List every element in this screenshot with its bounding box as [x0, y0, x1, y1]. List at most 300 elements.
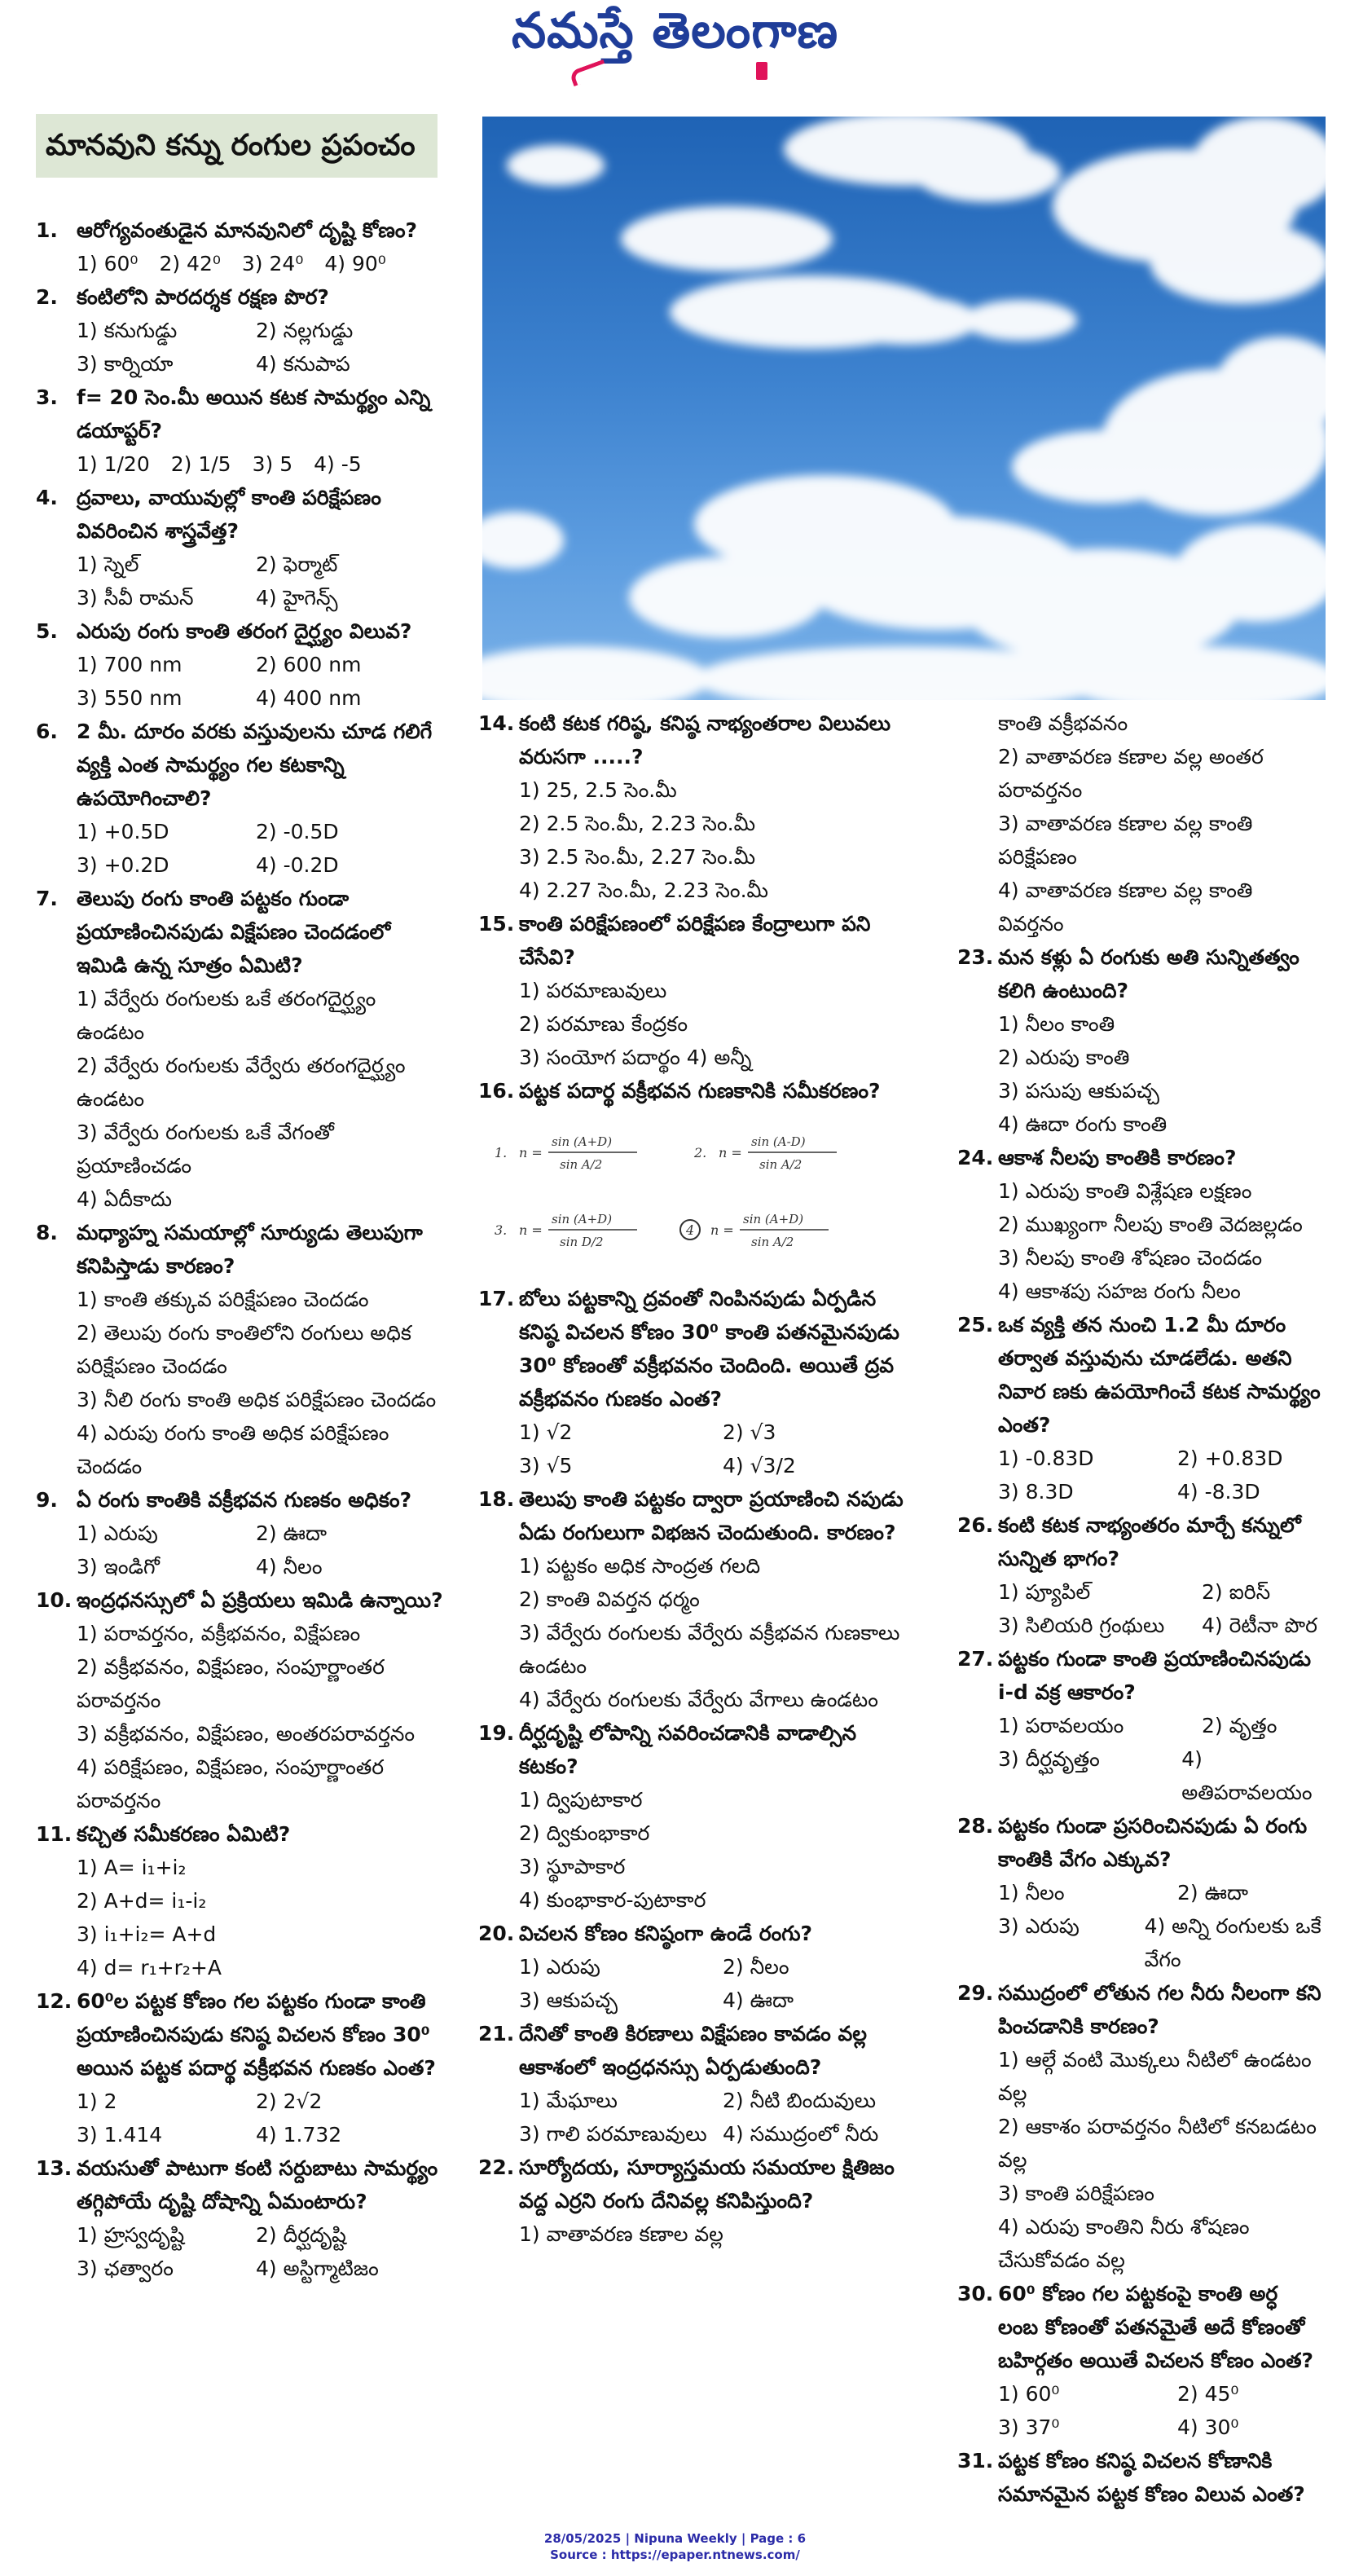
question-text: ఆరోగ్యవంతుడైన మానవునిలో దృష్టి కోణం? — [77, 218, 418, 242]
answer-option: 4) అన్ని రంగులకు ఒకే వేగం — [1144, 1914, 1321, 1971]
question-number: 17. — [478, 1287, 515, 1310]
question-line — [478, 907, 918, 974]
question-item — [478, 1074, 918, 1282]
question-number: 3. — [36, 385, 58, 409]
question-item — [36, 715, 443, 882]
question-text: దీర్ఘదృష్టి లోపాన్ని సవరించడానికి వాడాల్సిన కటకం? — [519, 1721, 857, 1778]
answer-option: 1) మేఘాలు — [519, 2089, 618, 2112]
question-number: 15. — [478, 912, 515, 936]
answer-option: 2) 2√2 — [256, 2089, 323, 2113]
answer-options-row — [478, 2117, 918, 2151]
column-3 — [957, 707, 1324, 2511]
answer-options-row — [36, 581, 443, 614]
question-line — [36, 614, 443, 648]
answer-options-row — [36, 548, 443, 581]
question-text: వయసుతో పాటుగా కంటి సర్దుబాటు సామర్థ్యం తగ్గిపోయే దృష్టి దోషాన్ని ఏమంటారు? — [77, 2156, 438, 2213]
question-item — [478, 707, 918, 907]
question-number: 6. — [36, 720, 58, 743]
question-text: ఎరుపు రంగు కాంతి తరంగ దైర్ఘ్యం విలువ? — [77, 619, 412, 643]
answer-option: 1) నీలం — [998, 1881, 1065, 1904]
answer-option: 2) 45⁰ — [1177, 2382, 1239, 2406]
question-text: ఒక వ్యక్తి తన నుంచి 1.2 మీ దూరం తర్వాత వస్తువును చూడలేడు. అతని నివార ణకు ఉపయోగించే కటక సామర్థ్యం ఎంత? — [998, 1313, 1321, 1437]
answer-option: 1) 700 nm — [77, 653, 182, 676]
answer-option: 2) ఐరిస్ — [1202, 1580, 1271, 1604]
answer-options-row — [36, 1550, 443, 1583]
answer-option: కాంతి వక్రీభవనం — [998, 711, 1128, 735]
question-text: బోలు పట్టకాన్ని ద్రవంతో నింపినపుడు ఏర్పడిన కనిష్ఠ విచలన కోణం 30⁰ కాంతి పతనమైనపుడు 30⁰ కోణంతో వక్రీభవనం చెందింది. అయితే ద్రవ వక్రీభవనం గుణకం ఎంత? — [519, 1287, 899, 1411]
answer-option: 2) ముఖ్యంగా నీలపు కాంతి వెదజల్లడం — [998, 1213, 1303, 1236]
answer-option: 2) ఫెర్మాట్ — [256, 553, 338, 576]
question-line — [957, 1809, 1324, 1876]
question-item — [957, 1642, 1324, 1809]
answer-options-row — [36, 1517, 443, 1550]
answer-options-row — [36, 347, 443, 381]
question-item — [957, 2277, 1324, 2444]
answer-option: 4) -5 — [314, 452, 362, 476]
answer-option: 4) ఎరుపు కాంతిని నీరు శోషణం చేసుకోవడం వల్ల — [998, 2215, 1250, 2272]
question-item — [478, 1482, 918, 1716]
svg-text:sin A/2: sin A/2 — [759, 1157, 803, 1172]
svg-text:sin (A-D): sin (A-D) — [751, 1134, 806, 1149]
answer-option: 4) 400 nm — [256, 686, 362, 710]
answer-option: 3) పసుపు ఆకుపచ్చ — [998, 1079, 1159, 1103]
answer-option: 4) వేర్వేరు రంగులకు వేర్వేరు వేగాలు ఉండటం — [519, 1688, 878, 1711]
svg-text:n =: n = — [719, 1145, 742, 1160]
column-2 — [478, 707, 918, 2251]
question-text: తెలుపు రంగు కాంతి పట్టకం గుండా ప్రయాణించినపుడు విక్షేపణం చెందడంలో ఇమిడి ఉన్న సూత్రం ఏమిటి? — [77, 887, 391, 977]
answer-options-row — [957, 1475, 1324, 1508]
question-text: ఏ రంగు కాంతికి వక్రీభవన గుణకం అధికం? — [77, 1488, 412, 1512]
question-line — [36, 214, 443, 247]
question-item — [957, 2444, 1324, 2511]
question-item — [36, 614, 443, 715]
question-item — [36, 882, 443, 1216]
question-number: 31. — [957, 2449, 994, 2473]
question-item — [36, 1984, 443, 2151]
svg-text:4: 4 — [686, 1222, 695, 1238]
answer-option: 3) 37⁰ — [998, 2415, 1060, 2439]
question-number: 8. — [36, 1221, 58, 1244]
footer-source-line: Source : https://epaper.ntnews.com/ — [550, 2547, 800, 2562]
question-item — [957, 1308, 1324, 1508]
answer-option: 2) ద్వికుంభాకార — [519, 1821, 650, 1845]
answer-option: 3) 550 nm — [77, 686, 182, 710]
question-item — [36, 214, 443, 280]
answer-option: 2) ఊదా — [256, 1521, 327, 1545]
answer-option: 1) √2 — [519, 1420, 573, 1444]
question-text: కంటి కటక నాభ్యంతరం మార్చే కన్నులో సున్నిత భాగం? — [998, 1513, 1301, 1570]
question-line — [478, 1716, 918, 1783]
answer-option: 2) పరమాణు కేంద్రకం — [519, 1012, 688, 1036]
answer-option: 1) పట్టకం అధిక సాంద్రత గలది — [519, 1554, 761, 1578]
answer-option: 4) హైగెన్స్ — [256, 586, 338, 610]
answer-options-row — [36, 648, 443, 681]
question-text: కచ్చిత సమీకరణం ఏమిటి? — [77, 1822, 291, 1846]
question-item — [36, 1817, 443, 1984]
answer-option: 3) దీర్ఘవృత్తం — [998, 1747, 1100, 1771]
answer-options-row — [478, 1449, 918, 1482]
question-item — [36, 1216, 443, 1483]
question-text: కంటి కటక గరిష్ఠ, కనిష్ఠ నాభ్యంతరాల విలువలు వరుసగా .....? — [519, 711, 891, 768]
answer-options-row — [36, 2218, 443, 2252]
svg-text:sin (A+D): sin (A+D) — [743, 1212, 804, 1226]
question-item — [36, 481, 443, 614]
answer-options-row — [957, 2411, 1324, 2444]
answer-option: 3) వాతావరణ కణాల వల్ల కాంతి పరిక్షేపణం — [998, 812, 1253, 869]
answer-option: 3) i₁+i₂= A+d — [77, 1922, 217, 1946]
answer-option: 4) ఊదా — [723, 1988, 794, 2012]
question-number: 27. — [957, 1647, 994, 1671]
answer-options-row — [957, 1442, 1324, 1475]
answer-option: 1) +0.5D — [77, 820, 169, 843]
answer-option: 4) d= r₁+r₂+A — [77, 1956, 222, 1979]
question-line — [957, 940, 1324, 1007]
answer-options-row — [957, 1742, 1324, 1809]
answer-option: 3) 24⁰ — [241, 252, 304, 275]
question-line — [957, 2444, 1324, 2511]
question-text: పట్టకం గుండా ప్రసరించినపుడు ఏ రంగు కాంతికి వేగం ఎక్కువ? — [998, 1814, 1308, 1871]
answer-option: 2) వాతావరణ కణాల వల్ల అంతర పరావర్తనం — [998, 745, 1264, 802]
answer-option: 3) సిలియరి గ్రంథులు — [998, 1614, 1165, 1637]
question-number: 4. — [36, 486, 58, 509]
answer-option: 1) కాంతి తక్కువ పరిక్షేపణం చెందడం — [77, 1288, 369, 1311]
question-line — [957, 2277, 1324, 2377]
answer-option: 2) వక్రీభవనం, విక్షేపణం, సంపూర్ణాంతర పరావర్తనం — [77, 1655, 385, 1712]
question-text: f= 20 సెం.మీ అయిన కటక సామర్థ్యం ఎన్ని డయాప్టర్? — [77, 385, 431, 443]
answer-option: 1) 60⁰ — [77, 252, 139, 275]
answer-option: 4) -8.3D — [1177, 1480, 1260, 1504]
question-text: 60⁰ కోణం గల పట్టకంపై కాంతి అర్ధ లంబ కోణంతో పతనమైతే అదే కోణంతో బహిర్గతం అయితే విచలన కోణం ఎంత? — [998, 2282, 1314, 2372]
answer-option: 1) వేర్వేరు రంగులకు ఒకే తరంగదైర్ఘ్యం ఉండటం — [77, 987, 376, 1044]
answer-options-row — [957, 1575, 1324, 1609]
question-number: 20. — [478, 1922, 515, 1945]
question-number: 21. — [478, 2022, 515, 2045]
answer-option: 3) నీలి రంగు కాంతి అధిక పరిక్షేపణం చెందడం — [77, 1388, 437, 1411]
question-text: పట్టక కోణం కనిష్ఠ విచలన కోణానికి సమానమైన పట్టక కోణం విలువ ఎంత? — [998, 2449, 1305, 2506]
answer-options-row — [36, 2085, 443, 2118]
question-text: తెలుపు కాంతి పట్టకం ద్వారా ప్రయాణించి నపుడు ఏడు రంగులుగా విభజన చెందుతుంది. కారణం? — [519, 1487, 904, 1544]
answer-options-row — [36, 848, 443, 882]
question-line — [957, 1642, 1324, 1709]
answer-option: 1) పరావర్తనం, వక్రీభవనం, విక్షేపణం — [77, 1622, 361, 1645]
answer-option: 2) నీలం — [723, 1955, 789, 1979]
question-text: ద్రవాలు, వాయువుల్లో కాంతి పరిక్షేపణం వివరించిన శాస్త్రవేత్త? — [77, 486, 381, 543]
answer-option: 2) నీటి బిందువులు — [723, 2089, 876, 2112]
answer-option: 4) వాతావరణ కణాల వల్ల కాంతి వివర్తనం — [998, 878, 1253, 936]
answer-option: 1) ఎరుపు కాంతి విశ్లేషణ లక్షణం — [998, 1179, 1252, 1203]
question-number: 26. — [957, 1513, 994, 1537]
svg-text:3.: 3. — [495, 1222, 508, 1238]
answer-option: 2) వృత్తం — [1202, 1714, 1277, 1737]
question-line — [36, 1216, 443, 1283]
answer-option: 4) రెటీనా పొర — [1202, 1614, 1317, 1637]
answer-option: 1) 60⁰ — [998, 2382, 1060, 2406]
answer-option: 1) హ్రస్వదృష్టి — [77, 2223, 185, 2247]
answer-option: 4) 30⁰ — [1177, 2415, 1239, 2439]
answer-option: 4) పరిక్షేపణం, విక్షేపణం, సంపూర్ణాంతర పరావర్తనం — [77, 1755, 385, 1812]
question-item — [36, 381, 443, 481]
answer-option: 1) ప్యూపిల్ — [998, 1580, 1091, 1604]
answer-option: 3) ఇండిగో — [77, 1555, 160, 1579]
answer-options-row — [36, 247, 443, 280]
question-number: 5. — [36, 619, 58, 643]
answer-options-row — [957, 1909, 1324, 1976]
answer-option: 3) కాంతి పరిక్షేపణం — [998, 2182, 1154, 2205]
answer-option: 3) +0.2D — [77, 853, 169, 877]
answer-options-row — [478, 2084, 918, 2117]
answer-option: 3) 2.5 సెం.మీ, 2.27 సెం.మీ — [519, 845, 756, 869]
question-item — [478, 1917, 918, 2017]
answer-option: 3) సంయోగ పదార్థం 4) అన్నీ — [519, 1046, 752, 1069]
question-item — [957, 1809, 1324, 1976]
answer-option: 2) 600 nm — [256, 653, 362, 676]
question-line — [478, 707, 918, 773]
question-number: 29. — [957, 1981, 994, 2005]
answer-option: 4) సముద్రంలో నీరు — [723, 2122, 879, 2146]
question-text: సముద్రంలో లోతున గల నీరు నీలంగా కని పించడానికి కారణం? — [998, 1981, 1321, 2038]
question-item — [957, 1508, 1324, 1642]
question-item — [36, 1483, 443, 1583]
answer-option: 1) స్నెల్ — [77, 553, 139, 576]
answer-option: 3) 1.414 — [77, 2123, 163, 2147]
question-number: 16. — [478, 1079, 515, 1103]
question-item — [957, 940, 1324, 1141]
footer-date-line: 28/05/2025 | Nipuna Weekly | Page : 6 — [543, 2531, 807, 2546]
answer-option: 4) కనుపాప — [256, 352, 350, 376]
svg-text:sin (A+D): sin (A+D) — [552, 1134, 613, 1149]
answer-option: 4) అతిపరావలయం — [1181, 1747, 1313, 1804]
question-number: 11. — [36, 1822, 73, 1846]
answer-option: 4) ఏదీకాదు — [77, 1187, 173, 1211]
answer-option: 2) +0.83D — [1177, 1447, 1283, 1470]
question-item — [478, 1716, 918, 1917]
answer-option: 1) A= i₁+i₂ — [77, 1856, 187, 1879]
question-text: మధ్యాహ్న సమయాల్లో సూర్యుడు తెలుపుగా కనిపిస్తాడు కారణం? — [77, 1221, 423, 1278]
question-line — [36, 882, 443, 982]
question-line — [478, 1917, 918, 1950]
question-number: 24. — [957, 1146, 994, 1169]
question-item — [478, 2017, 918, 2151]
answer-options-row — [957, 1709, 1324, 1742]
answer-option: 1) పరావలయం — [998, 1714, 1124, 1737]
cloud-illustration — [482, 117, 1326, 700]
svg-text:n =: n = — [519, 1222, 543, 1238]
svg-text:n =: n = — [710, 1222, 734, 1238]
answer-option: 3) స్థూపాకార — [519, 1855, 626, 1878]
answer-option: 1) పరమాణువులు — [519, 979, 667, 1002]
question-text: పట్టకం గుండా కాంతి ప్రయాణించినపుడు i-d వక్ర ఆకారం? — [998, 1647, 1312, 1704]
newspaper-logo: నమస్తే తెలంగాణ — [511, 2, 839, 59]
question-item — [36, 1583, 443, 1817]
answer-option: 1) కనుగుడ్డు — [77, 319, 178, 342]
continued-options — [957, 707, 1324, 940]
answer-option: 3) వక్రీభవనం, విక్షేపణం, అంతరపరావర్తనం — [77, 1722, 416, 1746]
answer-option: 4) నీలం — [256, 1555, 323, 1579]
question-line — [957, 1141, 1324, 1174]
question-item — [478, 2151, 918, 2251]
answer-option: 1) ఎరుపు — [77, 1521, 158, 1545]
answer-option: 3) నీలపు కాంతి శోషణం చెందడం — [998, 1246, 1263, 1270]
answer-option: 1) నీలం కాంతి — [998, 1012, 1115, 1036]
question-item — [36, 280, 443, 381]
question-text: ఆకాశ నీలపు కాంతికి కారణం? — [998, 1146, 1237, 1169]
answer-options-row — [36, 314, 443, 347]
question-line — [478, 1482, 918, 1549]
answer-option: 2) ఊదా — [1177, 1881, 1248, 1904]
svg-text:sin A/2: sin A/2 — [751, 1235, 794, 1249]
question-number: 25. — [957, 1313, 994, 1336]
header-ornament-curve — [569, 59, 609, 86]
answer-option: 2) 1/5 — [170, 452, 231, 476]
question-item — [478, 1282, 918, 1482]
question-number: 14. — [478, 711, 515, 735]
formula-options-image — [486, 1112, 894, 1267]
answer-option: 1) వాతావరణ కణాల వల్ల — [519, 2222, 723, 2246]
answer-option: 2) వేర్వేరు రంగులకు వేర్వేరు తరంగదైర్ఘ్యం ఉండటం — [77, 1054, 406, 1111]
answer-option: 2) √3 — [723, 1420, 776, 1444]
question-item — [478, 907, 918, 1074]
answer-options-row — [478, 1950, 918, 1984]
question-line — [957, 1976, 1324, 2043]
answer-option: 2) 2.5 సెం.మీ, 2.23 సెం.మీ — [519, 812, 756, 835]
question-number: 9. — [36, 1488, 58, 1512]
answer-option: 4) ఊదా రంగు కాంతి — [998, 1112, 1168, 1136]
answer-options-row — [36, 815, 443, 848]
question-text: 2 మీ. దూరం వరకు వస్తువులను చూడ గలిగే వ్యక్తి ఎంత సామర్థ్యం గల కటకాన్ని ఉపయోగించాలి? — [77, 720, 433, 810]
answer-options-row — [957, 1876, 1324, 1909]
question-text: సూర్యోదయ, సూర్యాస్తమయ సమయాల క్షితిజం వద్ద ఎర్రని రంగు దేనివల్ల కనిపిస్తుంది? — [519, 2155, 895, 2213]
answer-option: 4) 2.27 సెం.మీ, 2.23 సెం.మీ — [519, 878, 768, 902]
question-number: 19. — [478, 1721, 515, 1745]
formula-option-3 — [495, 1212, 637, 1249]
answer-option: 2) నల్లగుడ్డు — [256, 319, 354, 342]
question-number: 7. — [36, 887, 58, 910]
answer-options-row — [957, 2377, 1324, 2411]
masthead — [0, 0, 1350, 61]
question-number: 12. — [36, 1989, 73, 2013]
header-ornament — [756, 62, 767, 80]
question-number: 23. — [957, 945, 994, 969]
question-item — [957, 1976, 1324, 2277]
svg-text:2.: 2. — [694, 1145, 707, 1160]
question-text: ఇంద్రధనస్సులో ఏ ప్రక్రియలు ఇమిడి ఉన్నాయి? — [77, 1588, 443, 1612]
answer-options-row — [36, 2118, 443, 2151]
question-text: విచలన కోణం కనిష్ఠంగా ఉండే రంగు? — [519, 1922, 812, 1945]
answer-option: 4) 1.732 — [256, 2123, 342, 2147]
answer-options-row — [36, 447, 443, 481]
question-line — [478, 2017, 918, 2084]
question-number: 22. — [478, 2155, 515, 2179]
question-line — [36, 381, 443, 447]
answer-option: 2) 42⁰ — [159, 252, 221, 275]
answer-option: 3) కార్నియా — [77, 352, 174, 376]
answer-option: 1) 25, 2.5 సెం.మీ — [519, 778, 677, 802]
answer-option: 1) ద్విపుటాకార — [519, 1788, 643, 1812]
question-line — [478, 1074, 918, 1107]
answer-option: 1) 2 — [77, 2089, 117, 2113]
sky-photo — [482, 117, 1326, 700]
question-number: 10. — [36, 1588, 73, 1612]
page-footer — [0, 2530, 1350, 2563]
question-line — [36, 280, 443, 314]
question-number: 28. — [957, 1814, 994, 1838]
answer-option: 1) ఆల్గే వంటి మొక్కలు నీటిలో ఉండటం వల్ల — [998, 2048, 1312, 2105]
answer-option: 2) A+d= i₁-i₂ — [77, 1889, 207, 1913]
answer-option: 4) √3/2 — [723, 1454, 796, 1477]
answer-option: 3) సీవీ రామన్ — [77, 586, 194, 610]
question-number: 13. — [36, 2156, 73, 2180]
answer-option: 4) ఆకాశపు సహజ రంగు నీలం — [998, 1279, 1241, 1303]
answer-option: 3) ఛత్వారం — [77, 2257, 174, 2280]
answer-option: 2) తెలుపు రంగు కాంతిలోని రంగులు అధిక పరిక్షేపణం చెందడం — [77, 1321, 411, 1378]
answer-options-row — [478, 1984, 918, 2017]
answer-option: 2) ఎరుపు కాంతి — [998, 1046, 1130, 1069]
answer-option: 3) వేర్వేరు రంగులకు వేర్వేరు వక్రీభవన గుణకాలు ఉండటం — [519, 1621, 900, 1678]
column-1 — [36, 214, 443, 2285]
question-line — [36, 1583, 443, 1617]
answer-option: 3) ఎరుపు — [998, 1914, 1080, 1938]
question-text: దేనితో కాంతి కిరణాలు విక్షేపణం కావడం వల్ల ఆకాశంలో ఇంద్రధనస్సు ఏర్పడుతుంది? — [519, 2022, 868, 2079]
question-text: కాంతి పరిక్షేపణంలో పరిక్షేపణ కేంద్రాలుగా పని చేసేవి? — [519, 912, 871, 969]
svg-text:1.: 1. — [495, 1145, 508, 1160]
answer-option: 1) 1/20 — [77, 452, 150, 476]
answer-option: 3) గాలి పరమాణువులు — [519, 2122, 707, 2146]
answer-option: 2) -0.5D — [256, 820, 339, 843]
formula-option-4 — [680, 1212, 829, 1249]
svg-text:sin (A+D): sin (A+D) — [552, 1212, 613, 1226]
question-line — [36, 1483, 443, 1517]
answer-option: 4) అస్టిగ్మాటిజం — [256, 2257, 379, 2280]
formula-option-2 — [693, 1134, 837, 1172]
question-line — [36, 481, 443, 548]
answer-option: 3) 8.3D — [998, 1480, 1074, 1504]
question-text: మన కళ్లు ఏ రంగుకు అతి సున్నితత్వం కలిగి ఉంటుంది? — [998, 945, 1299, 1002]
section-title: మానవుని కన్ను రంగుల ప్రపంచం — [36, 114, 438, 178]
answer-option: 1) ఎరుపు — [519, 1955, 600, 1979]
question-text: కంటిలోని పారదర్శక రక్షణ పొర? — [77, 285, 329, 309]
question-text: పట్టక పదార్థ వక్రీభవన గుణకానికి సమీకరణం? — [519, 1079, 881, 1103]
question-line — [36, 1817, 443, 1851]
question-line — [478, 2151, 918, 2217]
answer-option: 2) ఆకాశం పరావర్తనం నీటిలో కనబడటం వల్ల — [998, 2115, 1317, 2172]
answer-option: 2) దీర్ఘదృష్టి — [256, 2223, 346, 2247]
question-text: 60⁰ల పట్టక కోణం గల పట్టకం గుండా కాంతి ప్రయాణించినపుడు కనిష్ఠ విచలన కోణం 30⁰ అయిన పట్టక పదార్థ వక్రీభవన గుణకం ఎంత? — [77, 1989, 436, 2080]
answer-option: 3) ఆకుపచ్చ — [519, 1988, 618, 2012]
question-line — [957, 1508, 1324, 1575]
answer-option: 4) కుంభాకార-పుటాకార — [519, 1888, 706, 1912]
svg-text:sin A/2: sin A/2 — [560, 1157, 603, 1172]
answer-options-row — [478, 1416, 918, 1449]
svg-text:sin D/2: sin D/2 — [560, 1235, 604, 1249]
answer-options-row — [36, 2252, 443, 2285]
answer-option: 2) కాంతి వివర్తన ధర్మం — [519, 1587, 700, 1611]
question-line — [957, 1308, 1324, 1442]
question-number: 30. — [957, 2282, 994, 2305]
answer-option: 1) -0.83D — [998, 1447, 1094, 1470]
answer-option: 4) 90⁰ — [324, 252, 386, 275]
question-number: 2. — [36, 285, 58, 309]
answer-option: 3) √5 — [519, 1454, 573, 1477]
formula-option-1 — [495, 1134, 637, 1172]
answer-option: 4) -0.2D — [256, 853, 339, 877]
answer-option: 3) 5 — [252, 452, 293, 476]
answer-options-row — [36, 681, 443, 715]
question-item — [957, 1141, 1324, 1308]
question-item — [36, 2151, 443, 2285]
question-line — [36, 2151, 443, 2218]
question-number: 18. — [478, 1487, 515, 1511]
answer-options-row — [957, 1609, 1324, 1642]
